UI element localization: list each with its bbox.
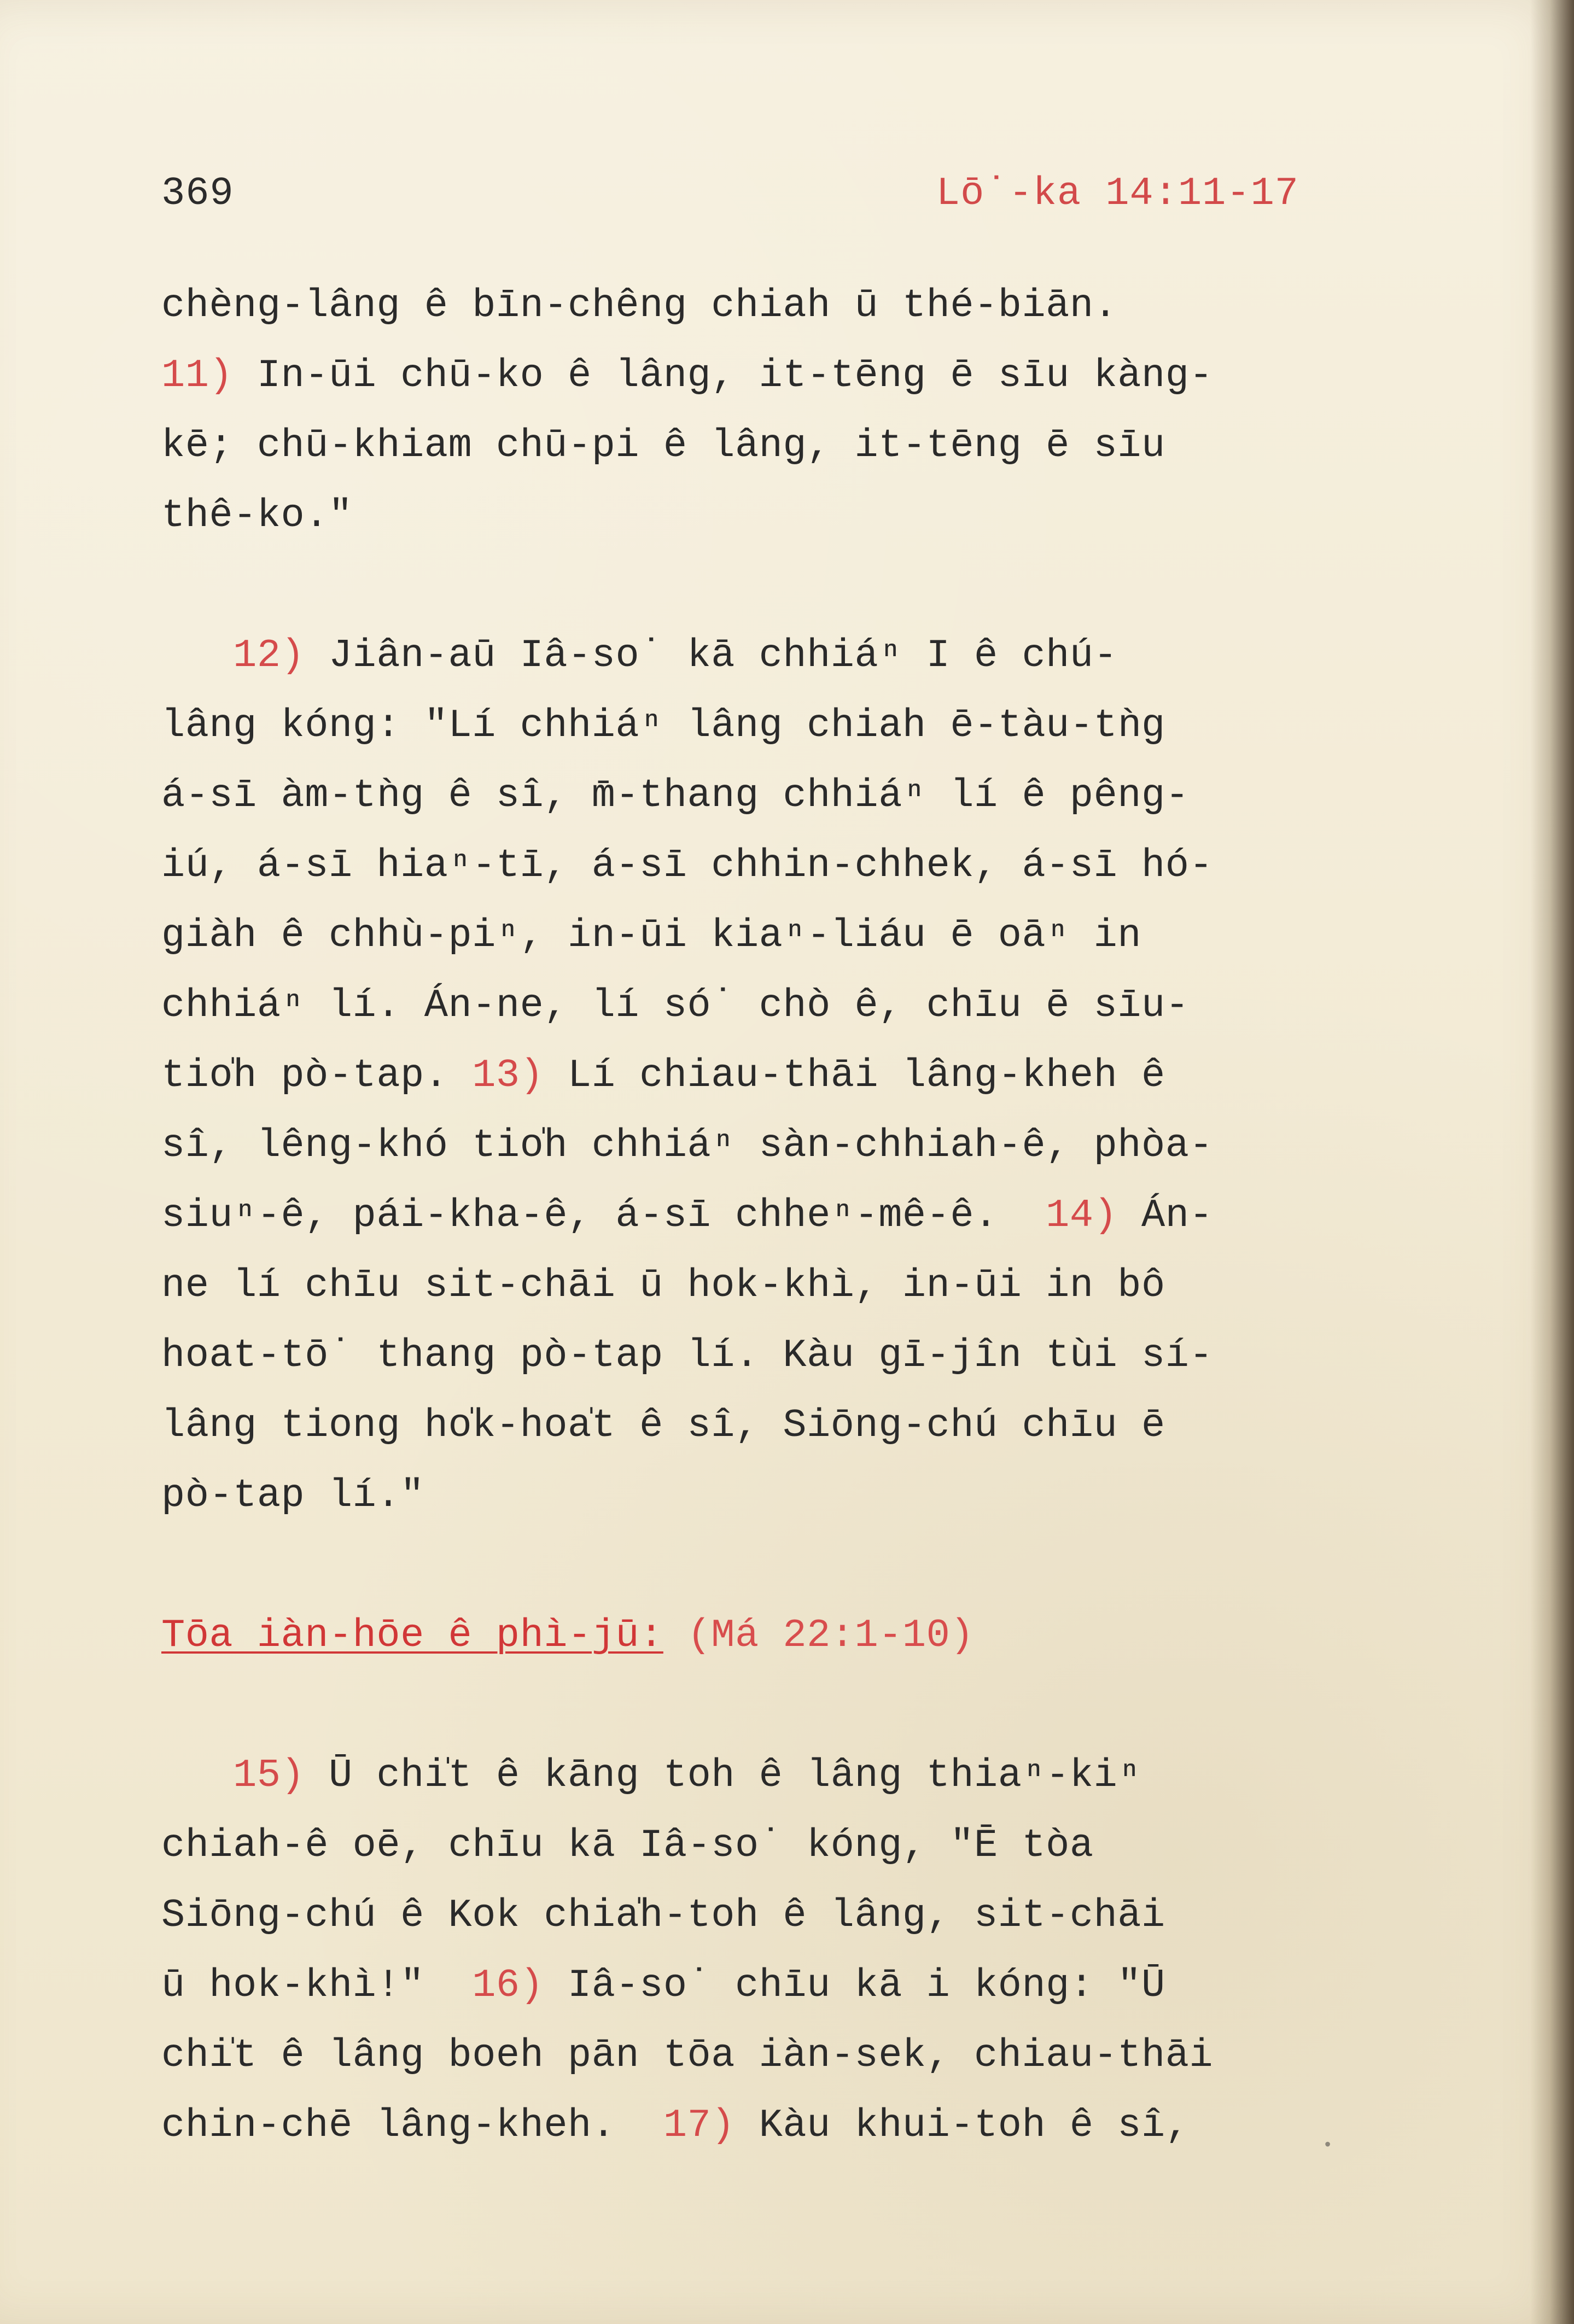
paragraph-gap-3	[161, 1671, 1332, 1741]
text-line-21: ū hok-khì!" 16) Iâ-so˙ chīu kā i kóng: "Ū	[161, 1963, 1165, 2008]
text-line-13: siuⁿ-ê, pái-kha-ê, á-sī chheⁿ-mê-ê. 14) Án-	[161, 1193, 1214, 1238]
text-line-3: kē; chū-khiam chū-pi ê lâng, it-tēng ē sīu	[161, 423, 1165, 468]
text-line-4: thê-ko."	[161, 493, 353, 538]
section-title: Tōa iàn-hōe ê phì-jū:	[161, 1613, 663, 1658]
text-line-20: Siōng-chú ê Kok chia̍h-toh ê lâng, sit-chāi	[161, 1893, 1165, 1938]
text-line-10: chhiáⁿ lí. Án-ne, lí só˙ chò ê, chīu ē sīu-	[161, 983, 1190, 1028]
text-line-7: á-sī àm-tǹg ê sî, m̄-thang chhiáⁿ lí ê pêng-	[161, 773, 1190, 818]
text-line-14: ne lí chīu sit-chāi ū hok-khì, in-ūi in bô	[161, 1263, 1165, 1308]
text-line-12: sî, lêng-khó tio̍h chhiáⁿ sàn-chhiah-ê, phòa-	[161, 1123, 1214, 1168]
verse-number-17: 17)	[663, 2103, 735, 2148]
text-line-9: giàh ê chhù-piⁿ, in-ūi kiaⁿ-liáu ē oāⁿ in	[161, 913, 1141, 958]
page-number: 369	[161, 171, 234, 216]
text-line-8: iú, á-sī hiaⁿ-tī, á-sī chhin-chhek, á-sī hó-	[161, 843, 1214, 888]
verse-number-12: 12)	[233, 633, 305, 678]
verse-number-11: 11)	[161, 353, 234, 398]
section-heading-line	[161, 1601, 1332, 1671]
text-line-5: 12) Jiân-aū Iâ-so˙ kā chhiáⁿ I ê chú-	[233, 633, 1118, 678]
verse-number-13: 13)	[472, 1053, 544, 1098]
text-line-1: chèng-lâng ê bīn-chêng chiah ū thé-biān.	[161, 283, 1118, 328]
running-head: Lō˙-ka 14:11-17	[936, 171, 1299, 216]
paragraph-gap-1	[161, 551, 1332, 621]
text-line-23: chin-chē lâng-kheh. 17) Kàu khui-toh ê sî,	[161, 2103, 1190, 2148]
verse-number-15: 15)	[233, 1753, 305, 1798]
text-line-2: 11) In-ūi chū-ko ê lâng, it-tēng ē sīu kàng-	[161, 353, 1214, 398]
text-line-17: pò-tap lí."	[161, 1473, 424, 1518]
page-dot-mark: •	[1322, 2135, 1333, 2156]
text-line-15: hoat-tō˙ thang pò-tap lí. Kàu gī-jîn tùi sí-	[161, 1333, 1214, 1378]
section-reference: (Má 22:1-10)	[663, 1613, 975, 1658]
text-line-6: lâng kóng: "Lí chhiáⁿ lâng chiah ē-tàu-tǹg	[161, 703, 1165, 748]
text-line-16: lâng tiong ho̍k-hoa̍t ê sî, Siōng-chú chīu ē	[161, 1403, 1165, 1448]
text-line-22: chi̍t ê lâng boeh pān tōa iàn-sek, chiau-thāi	[161, 2033, 1214, 2078]
verse-number-14: 14)	[1046, 1193, 1118, 1238]
paragraph-gap-2	[161, 1531, 1332, 1601]
text-line-11: tio̍h pò-tap. 13) Lí chiau-thāi lâng-kheh ê	[161, 1053, 1165, 1098]
text-line-18: 15) Ū chi̍t ê kāng toh ê lâng thiaⁿ-kiⁿ	[233, 1753, 1141, 1798]
text-line-19: chiah-ê oē, chīu kā Iâ-so˙ kóng, "Ē tòa	[161, 1823, 1094, 1868]
page-header	[161, 171, 1299, 240]
verse-number-16: 16)	[472, 1963, 544, 2008]
page-text	[161, 271, 1332, 2160]
